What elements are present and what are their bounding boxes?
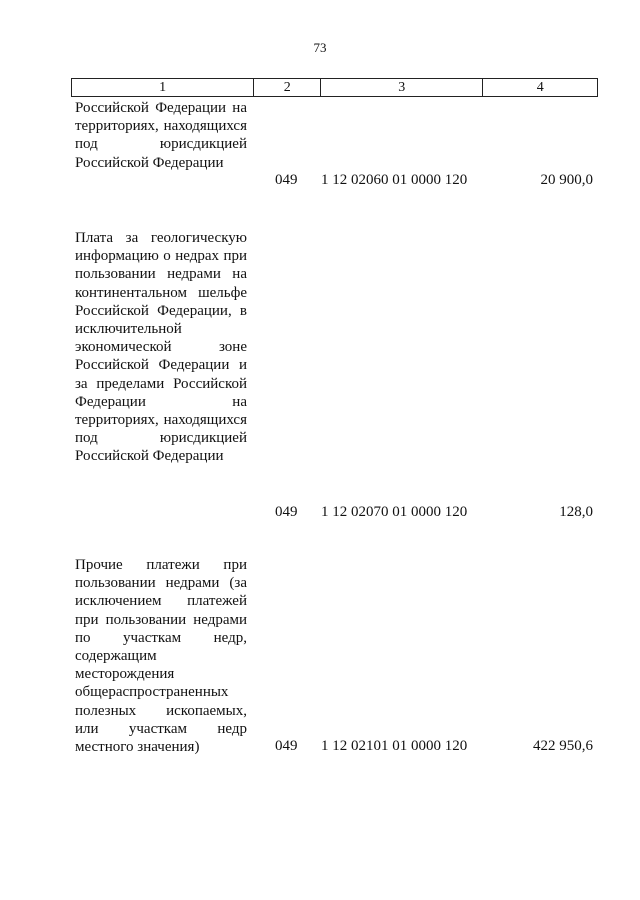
page-number: 73 [313,40,327,55]
row-amount: 20 900,0 [540,172,593,188]
row-amount: 422 950,6 [533,738,593,754]
row-code: 049 [275,172,298,188]
row-kbk: 1 12 02101 01 0000 120 [321,738,468,754]
table-row [75,556,595,766]
row-code: 049 [275,504,298,520]
column-header-3: 3 [321,79,483,96]
row-amount: 128,0 [559,504,593,520]
table-header-row [71,78,598,97]
row-name: Плата за геологическую информацию о недрах при пользовании недрами на континентальном шельфе Российской Федерации, в исключительной экономической зоне Российской Федерации и за пределами Российской Федерации на территориях, находящихся под юрисдикцией Российской Федерации [75,230,247,465]
column-header-1: 1 [72,79,254,96]
row-name: Прочие платежи при пользовании недрами (за исключением платежей при пользовании недрами по участкам недр, содержащим месторождения общераспространенных полезных ископаемых, или участкам недр местного значения) [75,557,247,756]
row-kbk: 1 12 02060 01 0000 120 [321,172,468,188]
column-header-4: 4 [536,79,544,95]
column-header-2: 2 [254,79,321,96]
row-code: 049 [275,738,298,754]
row-kbk: 1 12 02070 01 0000 120 [321,504,468,520]
table-row [75,229,595,529]
row-name: Российской Федерации на территориях, находящихся под юрисдикцией Российской Федерации [75,100,247,171]
table-row [75,99,595,199]
